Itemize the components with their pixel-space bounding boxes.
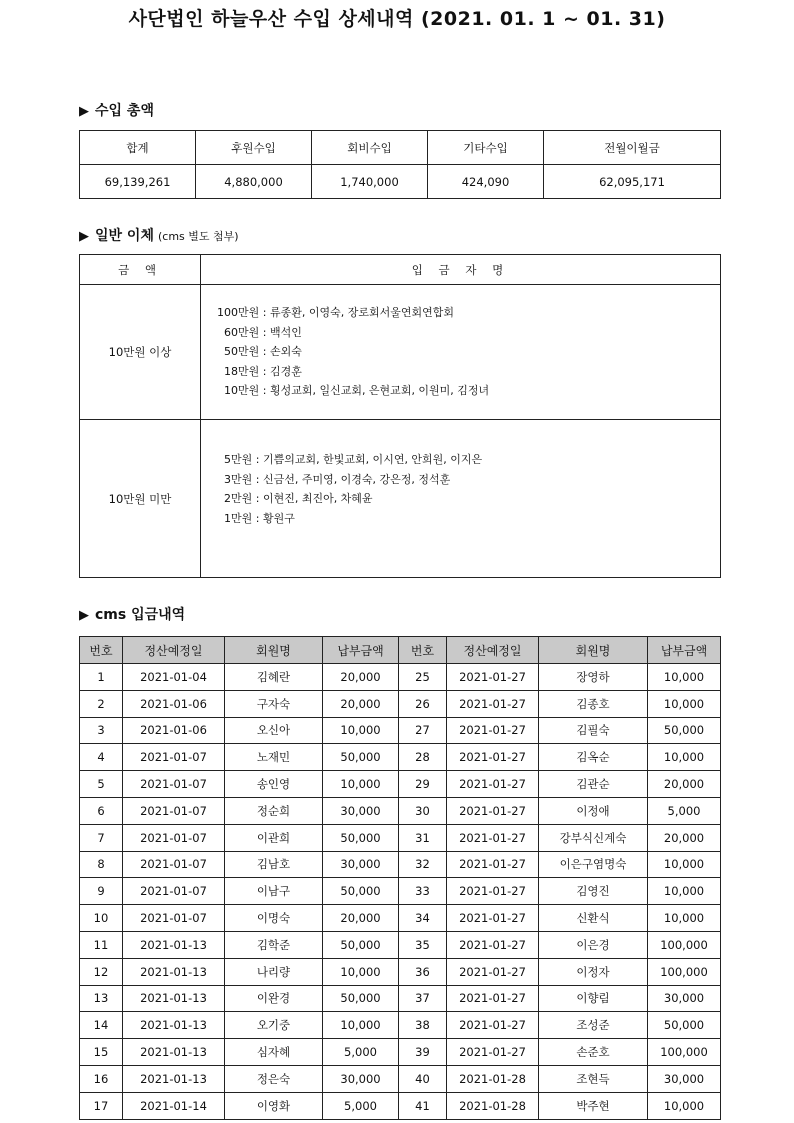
cms-row-no-cell: 25 [399,664,447,691]
cms-amount-cell: 5,000 [648,797,721,824]
cms-row-no-cell: 35 [399,931,447,958]
general-transfer-table [79,254,721,578]
cms-settle-date-cell: 2021-01-04 [123,664,225,691]
cms-amount-cell: 20,000 [323,690,399,717]
cms-settle-date-cell: 2021-01-13 [123,1065,225,1092]
cms-amount-cell: 50,000 [323,931,399,958]
cms-member-name-cell: 손준호 [539,1039,648,1066]
cms-member-name-cell: 김옥순 [539,744,648,771]
cms-amount-cell: 30,000 [648,985,721,1012]
general-amount-cell: 10만원 미만 [80,420,201,578]
donor-line: 1만원 : 황원구 [217,511,295,525]
cms-settle-date-cell: 2021-01-07 [123,771,225,798]
cms-row-no-cell: 10 [80,905,123,932]
cms-settle-date-cell: 2021-01-27 [447,717,539,744]
summary-heading [79,100,154,120]
general-heading [79,225,239,245]
summary-header-row [80,131,721,165]
table-row [80,797,721,824]
cms-settle-date-cell: 2021-01-06 [123,717,225,744]
donor-line: 5만원 : 기쁨의교회, 한빛교회, 이시연, 안희원, 이지은 [217,453,483,466]
summary-header-membership: 회비수입 [312,131,428,165]
cms-amount-cell: 30,000 [323,851,399,878]
donor-line: 18만원 : 김경훈 [217,364,302,378]
cms-amount-cell: 10,000 [648,851,721,878]
cms-row-no-cell: 4 [80,744,123,771]
cms-table [79,636,721,1120]
cms-amount-cell: 100,000 [648,958,721,985]
general-names-cell [201,420,721,578]
cms-member-name-cell: 오신아 [225,717,323,744]
cms-header-row [80,637,721,664]
summary-value-row [80,165,721,199]
cms-settle-date-cell: 2021-01-13 [123,1039,225,1066]
cms-row-no-cell: 13 [80,985,123,1012]
cms-row-no-cell: 11 [80,931,123,958]
cms-member-name-cell: 김필숙 [539,717,648,744]
table-row [80,878,721,905]
cms-settle-date-cell: 2021-01-07 [123,878,225,905]
cms-row-no-cell: 32 [399,851,447,878]
cms-amount-cell: 10,000 [648,878,721,905]
summary-value-membership: 1,740,000 [312,165,428,199]
cms-member-name-cell: 김남호 [225,851,323,878]
cms-amount-cell: 10,000 [323,717,399,744]
cms-amount-cell: 50,000 [323,744,399,771]
cms-member-name-cell: 장영하 [539,664,648,691]
cms-row-no-cell: 15 [80,1039,123,1066]
summary-header-donation: 후원수입 [196,131,312,165]
cms-settle-date-cell: 2021-01-27 [447,664,539,691]
donor-line: 3만원 : 신금선, 주미영, 이경숙, 강은정, 정석훈 [217,472,451,486]
cms-row-no-cell: 17 [80,1092,123,1119]
table-row [80,664,721,691]
cms-header-cell: 납부금액 [648,637,721,664]
cms-amount-cell: 10,000 [648,664,721,691]
summary-header-total: 합계 [80,131,196,165]
cms-settle-date-cell: 2021-01-13 [123,985,225,1012]
cms-settle-date-cell: 2021-01-06 [123,690,225,717]
table-row [80,771,721,798]
cms-member-name-cell: 강부식신계숙 [539,824,648,851]
cms-row-no-cell: 37 [399,985,447,1012]
cms-member-name-cell: 노재민 [225,744,323,771]
cms-settle-date-cell: 2021-01-28 [447,1065,539,1092]
cms-row-no-cell: 31 [399,824,447,851]
cms-settle-date-cell: 2021-01-07 [123,905,225,932]
cms-row-no-cell: 33 [399,878,447,905]
cms-settle-date-cell: 2021-01-07 [123,797,225,824]
cms-settle-date-cell: 2021-01-27 [447,931,539,958]
cms-row-no-cell: 2 [80,690,123,717]
cms-amount-cell: 20,000 [323,905,399,932]
cms-member-name-cell: 이은구염명숙 [539,851,648,878]
table-row [80,744,721,771]
cms-amount-cell: 30,000 [323,797,399,824]
cms-amount-cell: 10,000 [648,905,721,932]
cms-amount-cell: 100,000 [648,931,721,958]
donor-line: 10만원 : 횡성교회, 일신교회, 은현교회, 이원미, 김정녀 [217,384,490,398]
cms-member-name-cell: 나리량 [225,958,323,985]
cms-amount-cell: 100,000 [648,1039,721,1066]
cms-heading [79,604,185,624]
cms-header-cell: 납부금액 [323,637,399,664]
cms-settle-date-cell: 2021-01-28 [447,1092,539,1119]
cms-member-name-cell: 구자숙 [225,690,323,717]
general-heading-note: (cms 별도 첨부) [157,230,239,243]
cms-settle-date-cell: 2021-01-13 [123,1012,225,1039]
cms-row-no-cell: 29 [399,771,447,798]
cms-member-name-cell: 이정자 [539,958,648,985]
arrow-right-icon: ▶ [79,608,89,623]
cms-member-name-cell: 이영화 [225,1092,323,1119]
cms-amount-cell: 20,000 [648,824,721,851]
cms-header-cell: 회원명 [539,637,648,664]
cms-amount-cell: 10,000 [648,744,721,771]
cms-row-no-cell: 41 [399,1092,447,1119]
cms-row-no-cell: 36 [399,958,447,985]
cms-settle-date-cell: 2021-01-07 [123,851,225,878]
cms-member-name-cell: 김학준 [225,931,323,958]
cms-settle-date-cell: 2021-01-27 [447,690,539,717]
cms-member-name-cell: 이향림 [539,985,648,1012]
cms-member-name-cell: 이완경 [225,985,323,1012]
cms-row-no-cell: 26 [399,690,447,717]
cms-row-no-cell: 16 [80,1065,123,1092]
cms-row-no-cell: 28 [399,744,447,771]
cms-header-cell: 회원명 [225,637,323,664]
cms-row-no-cell: 8 [80,851,123,878]
donor-line: 2만원 : 이현진, 최진아, 차혜윤 [217,492,373,505]
cms-settle-date-cell: 2021-01-27 [447,744,539,771]
table-row [80,824,721,851]
cms-amount-cell: 20,000 [323,664,399,691]
cms-member-name-cell: 이명숙 [225,905,323,932]
cms-amount-cell: 10,000 [323,771,399,798]
cms-member-name-cell: 박주현 [539,1092,648,1119]
cms-header-cell: 번호 [399,637,447,664]
cms-settle-date-cell: 2021-01-27 [447,851,539,878]
cms-row-no-cell: 27 [399,717,447,744]
cms-amount-cell: 10,000 [648,690,721,717]
cms-settle-date-cell: 2021-01-27 [447,1039,539,1066]
cms-settle-date-cell: 2021-01-07 [123,824,225,851]
arrow-right-icon: ▶ [79,104,89,119]
cms-row-no-cell: 30 [399,797,447,824]
table-row [80,1065,721,1092]
cms-row-no-cell: 12 [80,958,123,985]
table-row [80,1092,721,1119]
summary-value-other: 424,090 [428,165,544,199]
cms-amount-cell: 5,000 [323,1092,399,1119]
page-title: 사단법인 하늘우산 수입 상세내역 (2021. 01. 1 ~ 01. 31) [128,8,666,30]
donor-line: 100만원 : 류종환, 이영숙, 장로회서울연회연합회 [217,306,454,320]
general-names-cell [201,285,721,420]
cms-member-name-cell: 이관희 [225,824,323,851]
cms-row-no-cell: 3 [80,717,123,744]
cms-amount-cell: 50,000 [323,985,399,1012]
table-row [80,985,721,1012]
table-row [80,958,721,985]
table-row [80,851,721,878]
summary-header-carryover: 전월이월금 [544,131,721,165]
cms-amount-cell: 50,000 [648,1012,721,1039]
cms-row-no-cell: 38 [399,1012,447,1039]
cms-settle-date-cell: 2021-01-13 [123,931,225,958]
table-row [80,931,721,958]
cms-amount-cell: 5,000 [323,1039,399,1066]
cms-table-body [80,664,721,1120]
cms-settle-date-cell: 2021-01-14 [123,1092,225,1119]
cms-row-no-cell: 34 [399,905,447,932]
cms-amount-cell: 10,000 [323,958,399,985]
cms-row-no-cell: 7 [80,824,123,851]
cms-member-name-cell: 이남구 [225,878,323,905]
cms-member-name-cell: 이정애 [539,797,648,824]
donor-line: 60만원 : 백석인 [217,325,302,339]
cms-amount-cell: 50,000 [323,824,399,851]
cms-row-no-cell: 40 [399,1065,447,1092]
summary-table [79,130,721,199]
cms-member-name-cell: 정순희 [225,797,323,824]
cms-row-no-cell: 5 [80,771,123,798]
cms-settle-date-cell: 2021-01-27 [447,878,539,905]
general-row-under-100k [80,420,721,578]
cms-header-cell: 정산예정일 [447,637,539,664]
general-header-amount: 금 액 [80,255,201,285]
cms-settle-date-cell: 2021-01-07 [123,744,225,771]
cms-amount-cell: 20,000 [648,771,721,798]
cms-row-no-cell: 39 [399,1039,447,1066]
table-row [80,905,721,932]
cms-settle-date-cell: 2021-01-27 [447,771,539,798]
cms-settle-date-cell: 2021-01-27 [447,905,539,932]
general-header-row [80,255,721,285]
general-row-over-100k [80,285,721,420]
cms-member-name-cell: 김관순 [539,771,648,798]
general-heading-text: 일반 이체 [95,228,154,244]
cms-member-name-cell: 심자혜 [225,1039,323,1066]
cms-amount-cell: 10,000 [323,1012,399,1039]
cms-amount-cell: 50,000 [323,878,399,905]
cms-member-name-cell: 조성준 [539,1012,648,1039]
cms-row-no-cell: 1 [80,664,123,691]
table-row [80,1039,721,1066]
cms-header-cell: 번호 [80,637,123,664]
cms-amount-cell: 10,000 [648,1092,721,1119]
summary-value-donation: 4,880,000 [196,165,312,199]
cms-settle-date-cell: 2021-01-27 [447,958,539,985]
cms-member-name-cell: 정은숙 [225,1065,323,1092]
summary-value-carryover: 62,095,171 [544,165,721,199]
cms-member-name-cell: 조현득 [539,1065,648,1092]
table-row [80,1012,721,1039]
cms-member-name-cell: 김혜란 [225,664,323,691]
cms-settle-date-cell: 2021-01-13 [123,958,225,985]
donor-line: 50만원 : 손외숙 [217,345,302,359]
cms-member-name-cell: 김영진 [539,878,648,905]
cms-member-name-cell: 신환식 [539,905,648,932]
cms-member-name-cell: 김종호 [539,690,648,717]
summary-value-total: 69,139,261 [80,165,196,199]
summary-header-other: 기타수입 [428,131,544,165]
cms-member-name-cell: 오기중 [225,1012,323,1039]
table-row [80,690,721,717]
cms-amount-cell: 30,000 [323,1065,399,1092]
cms-heading-text: cms 입금내역 [95,607,186,623]
general-header-names: 입 금 자 명 [201,255,721,285]
summary-heading-text: 수입 총액 [95,103,154,119]
cms-row-no-cell: 6 [80,797,123,824]
cms-amount-cell: 30,000 [648,1065,721,1092]
table-row [80,717,721,744]
cms-settle-date-cell: 2021-01-27 [447,1012,539,1039]
cms-amount-cell: 50,000 [648,717,721,744]
general-amount-cell: 10만원 이상 [80,285,201,420]
arrow-right-icon: ▶ [79,229,89,244]
cms-settle-date-cell: 2021-01-27 [447,985,539,1012]
cms-member-name-cell: 이은경 [539,931,648,958]
cms-row-no-cell: 14 [80,1012,123,1039]
cms-member-name-cell: 송인영 [225,771,323,798]
cms-row-no-cell: 9 [80,878,123,905]
cms-header-cell: 정산예정일 [123,637,225,664]
cms-settle-date-cell: 2021-01-27 [447,824,539,851]
cms-settle-date-cell: 2021-01-27 [447,797,539,824]
